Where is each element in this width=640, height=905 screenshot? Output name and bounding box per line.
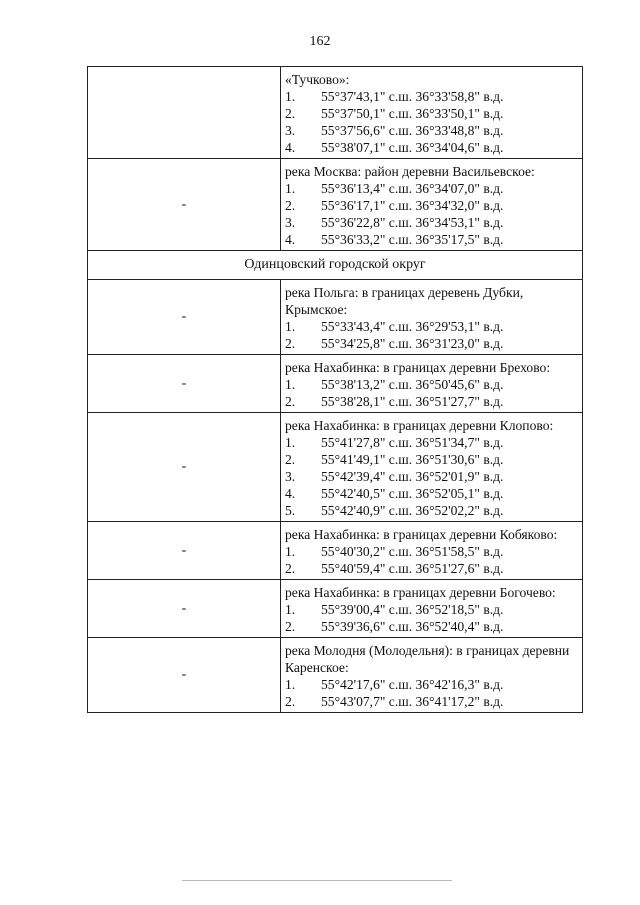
description-cell: [281, 580, 583, 638]
left-cell: -: [88, 159, 281, 251]
coordinate-text: 55°42'17,6" с.ш. 36°42'16,3" в.д.: [321, 677, 504, 692]
description-cell: [281, 522, 583, 580]
coordinate-text: 55°34'25,8" с.ш. 36°31'23,0" в.д.: [321, 336, 504, 351]
coordinate-text: 55°39'36,6" с.ш. 36°52'40,4" в.д.: [321, 619, 504, 634]
coordinate-line: [285, 393, 576, 410]
coordinate-number: 2.: [285, 619, 296, 634]
left-cell: -: [88, 413, 281, 522]
coordinate-text: 55°42'40,5" с.ш. 36°52'05,1" в.д.: [321, 486, 504, 501]
left-cell: -: [88, 522, 281, 580]
description-cell: [281, 355, 583, 413]
table-row: [88, 159, 583, 251]
coordinate-line: [285, 376, 576, 393]
location-title: «Тучково»:: [285, 72, 350, 87]
coordinate-text: 55°37'43,1" с.ш. 36°33'58,8" в.д.: [321, 89, 504, 104]
coordinate-line: [285, 105, 576, 122]
coordinate-number: 1.: [285, 377, 296, 392]
coordinate-number: 3.: [285, 215, 296, 230]
description-cell: [281, 280, 583, 355]
coordinate-line: [285, 122, 576, 139]
coordinate-line: [285, 318, 576, 335]
coordinate-number: 4.: [285, 140, 296, 155]
coordinate-line: [285, 88, 576, 105]
coordinate-text: 55°38'13,2" с.ш. 36°50'45,6" в.д.: [321, 377, 504, 392]
coordinate-number: 2.: [285, 394, 296, 409]
coordinate-line: [285, 451, 576, 468]
coordinate-line: [285, 560, 576, 577]
coordinate-number: 1.: [285, 677, 296, 692]
description-cell: [281, 638, 583, 713]
coordinate-number: 4.: [285, 486, 296, 501]
coordinate-line: [285, 676, 576, 693]
coordinate-number: 2.: [285, 452, 296, 467]
coordinate-number: 5.: [285, 503, 296, 518]
coordinate-number: 2.: [285, 336, 296, 351]
coordinate-text: 55°41'27,8" с.ш. 36°51'34,7" в.д.: [321, 435, 504, 450]
coordinate-line: [285, 139, 576, 156]
left-cell: -: [88, 355, 281, 413]
coordinate-line: [285, 231, 576, 248]
coordinate-text: 55°36'13,4" с.ш. 36°34'07,0" в.д.: [321, 181, 504, 196]
location-title: река Москва: район деревни Васильевское:: [285, 164, 535, 179]
coordinate-text: 55°42'39,4" с.ш. 36°52'01,9" в.д.: [321, 469, 504, 484]
coordinate-number: 3.: [285, 123, 296, 138]
coordinate-line: [285, 601, 576, 618]
description-cell: [281, 159, 583, 251]
coordinate-text: 55°40'59,4" с.ш. 36°51'27,6" в.д.: [321, 561, 504, 576]
page-number: 162: [309, 34, 331, 49]
location-title: река Молодня (Молодельня): в границах деревни Каренское:: [285, 643, 570, 675]
location-title: река Нахабинка: в границах деревни Кобяково:: [285, 527, 558, 542]
table-row: [88, 67, 583, 159]
coordinate-number: 1.: [285, 435, 296, 450]
coordinate-line: [285, 543, 576, 560]
coordinate-text: 55°36'22,8" с.ш. 36°34'53,1" в.д.: [321, 215, 504, 230]
coordinate-line: [285, 434, 576, 451]
left-cell: -: [88, 280, 281, 355]
coordinate-line: [285, 693, 576, 710]
coordinate-line: [285, 468, 576, 485]
location-title: река Польга: в границах деревень Дубки, Крымское:: [285, 285, 524, 317]
coordinate-line: [285, 485, 576, 502]
table-row: [88, 580, 583, 638]
section-title: Одинцовский городской округ: [88, 251, 583, 280]
coordinate-text: 55°36'33,2" с.ш. 36°35'17,5" в.д.: [321, 232, 504, 247]
table-row: [88, 355, 583, 413]
location-title: река Нахабинка: в границах деревни Брехово:: [285, 360, 551, 375]
section-row: [88, 251, 583, 280]
coordinate-number: 2.: [285, 694, 296, 709]
coordinate-text: 55°38'07,1" с.ш. 36°34'04,6" в.д.: [321, 140, 504, 155]
coordinate-text: 55°40'30,2" с.ш. 36°51'58,5" в.д.: [321, 544, 504, 559]
coordinate-number: 1.: [285, 319, 296, 334]
description-cell: [281, 67, 583, 159]
coordinate-text: 55°38'28,1" с.ш. 36°51'27,7" в.д.: [321, 394, 504, 409]
coordinate-number: 1.: [285, 544, 296, 559]
coordinate-text: 55°36'17,1" с.ш. 36°34'32,0" в.д.: [321, 198, 504, 213]
left-cell: -: [88, 638, 281, 713]
left-cell: -: [88, 580, 281, 638]
table-row: [88, 280, 583, 355]
location-title: река Нахабинка: в границах деревни Клопово:: [285, 418, 554, 433]
coordinate-text: 55°37'56,6" с.ш. 36°33'48,8" в.д.: [321, 123, 504, 138]
description-cell: [281, 413, 583, 522]
coordinate-text: 55°39'00,4" с.ш. 36°52'18,5" в.д.: [321, 602, 504, 617]
table-row: [88, 522, 583, 580]
coordinate-number: 1.: [285, 602, 296, 617]
coordinates-table: [87, 66, 583, 713]
coordinate-number: 1.: [285, 181, 296, 196]
coordinate-number: 4.: [285, 232, 296, 247]
coordinate-text: 55°33'43,4" с.ш. 36°29'53,1" в.д.: [321, 319, 504, 334]
coordinate-line: [285, 180, 576, 197]
table-row: [88, 413, 583, 522]
coordinate-number: 2.: [285, 106, 296, 121]
coordinate-text: 55°41'49,1" с.ш. 36°51'30,6" в.д.: [321, 452, 504, 467]
coordinate-text: 55°42'40,9" с.ш. 36°52'02,2" в.д.: [321, 503, 504, 518]
coordinate-line: [285, 197, 576, 214]
coordinate-line: [285, 618, 576, 635]
coordinate-text: 55°43'07,7" с.ш. 36°41'17,2" в.д.: [321, 694, 504, 709]
table-row: [88, 638, 583, 713]
coordinate-number: 2.: [285, 561, 296, 576]
scan-bottom-line: [182, 880, 452, 881]
coordinate-number: 3.: [285, 469, 296, 484]
coordinate-text: 55°37'50,1" с.ш. 36°33'50,1" в.д.: [321, 106, 504, 121]
left-cell: [88, 67, 281, 159]
coordinate-line: [285, 502, 576, 519]
coordinate-line: [285, 335, 576, 352]
coordinate-number: 1.: [285, 89, 296, 104]
coordinate-number: 2.: [285, 198, 296, 213]
location-title: река Нахабинка: в границах деревни Богочево:: [285, 585, 556, 600]
coordinate-line: [285, 214, 576, 231]
